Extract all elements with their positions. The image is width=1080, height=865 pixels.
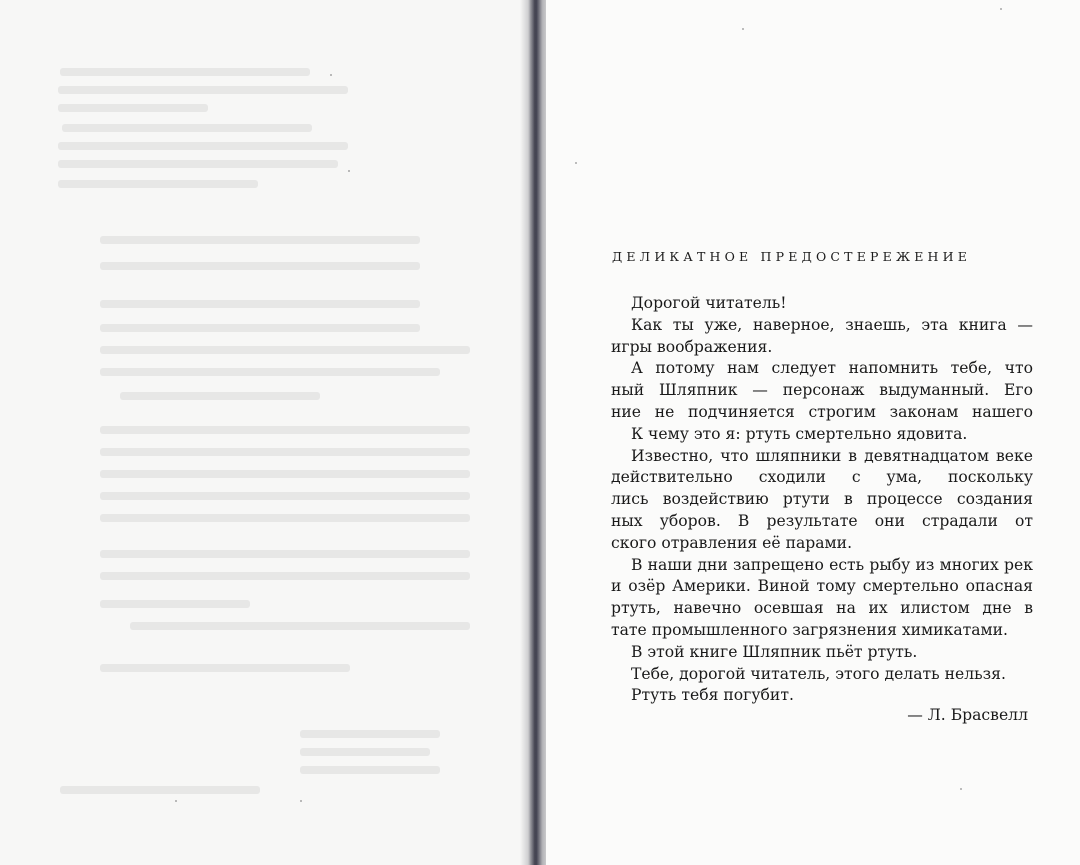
- text-line: Известно, что шляпники в девятнадцатом веке: [631, 446, 1033, 465]
- text-line: Дорогой читатель!: [631, 294, 787, 312]
- text-line: действительно сходили с ума, поскольку: [611, 468, 1033, 487]
- text-line: Ртуть тебя погубит.: [631, 686, 794, 705]
- text-line: Тебе, дорогой читатель, этого делать нельзя.: [631, 664, 1006, 683]
- text-line: К чему это я: ртуть смертельно ядовита.: [631, 424, 968, 443]
- author-signature: — Л. Брасвелл: [907, 706, 1028, 724]
- text-line: тате промышленного загрязнения химикатами.: [611, 620, 1009, 639]
- text-line: ных уборов. В результате они страдали от: [611, 511, 1033, 530]
- text-line: А потому нам следует напомнить тебе, что: [631, 359, 1033, 378]
- text-line: ского отравления её парами.: [611, 533, 853, 552]
- text-line: игры воображения.: [611, 337, 773, 356]
- text-line: В этой книге Шляпник пьёт ртуть.: [631, 642, 918, 661]
- text-line: и озёр Америки. Виной тому смертельно опасная: [611, 577, 1033, 596]
- chapter-heading: ДЕЛИКАТНОЕ ПРЕДОСТЕРЕЖЕНИЕ: [612, 249, 972, 264]
- text-line: Как ты уже, наверное, знаешь, эта книга —: [631, 315, 1033, 334]
- text-line: В наши дни запрещено есть рыбу из многих рек: [631, 555, 1033, 574]
- warning-text: [611, 293, 1033, 707]
- text-line: лись воздействию ртути в процессе создания: [611, 490, 1033, 509]
- text-line: ние не подчиняется строгим законам нашего: [611, 402, 1033, 421]
- text-line: ртуть, навечно осевшая на их илистом дне в: [611, 599, 1033, 618]
- text-line: ный Шляпник — персонаж выдуманный. Его: [611, 381, 1033, 400]
- left-page-blank: [0, 0, 530, 865]
